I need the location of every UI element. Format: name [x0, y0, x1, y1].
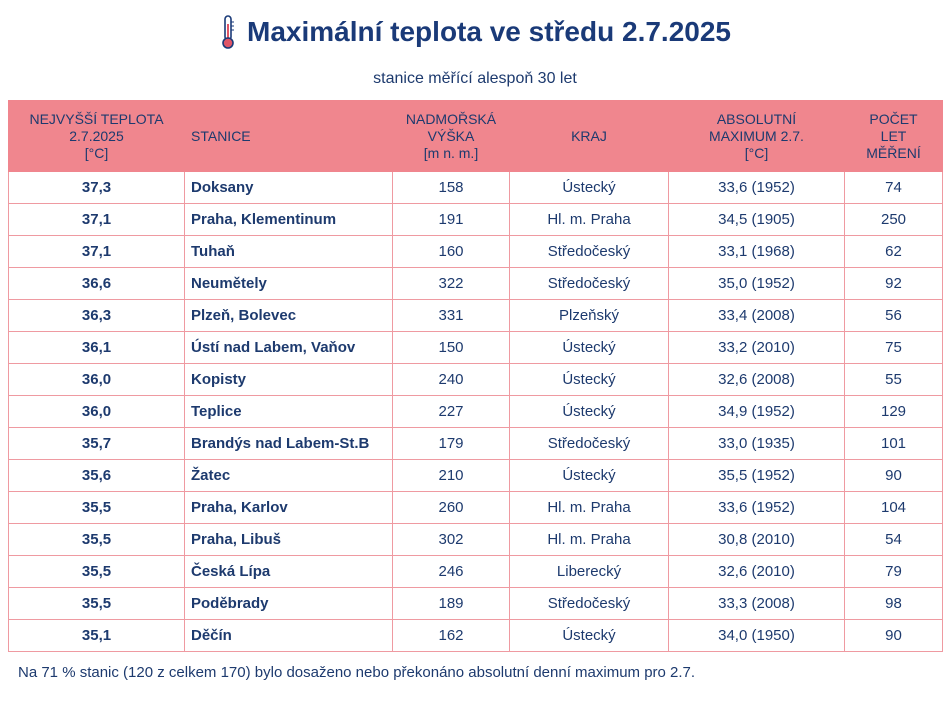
cell-station: Teplice [185, 396, 393, 428]
cell-years: 55 [845, 364, 943, 396]
header-temp-line: 2.7.2025 [69, 127, 124, 144]
table-row [9, 428, 943, 460]
cell-temp: 36,3 [9, 300, 185, 332]
cell-temp: 35,7 [9, 428, 185, 460]
cell-region: Hl. m. Praha [510, 204, 669, 236]
table-row [9, 172, 943, 204]
cell-years: 62 [845, 236, 943, 268]
header-temp-line: [°C] [84, 144, 109, 161]
cell-years: 90 [845, 620, 943, 652]
table-row [9, 620, 943, 652]
cell-region: Ústecký [510, 460, 669, 492]
cell-station: Děčín [185, 620, 393, 652]
cell-altitude: 160 [393, 236, 510, 268]
header-altitude [393, 101, 510, 172]
cell-years: 75 [845, 332, 943, 364]
thermometer-icon [219, 14, 237, 50]
header-temp-line: NEJVYŠŠÍ TEPLOTA [29, 110, 164, 127]
header-years-line: MĚŘENÍ [866, 144, 921, 161]
cell-absmax: 35,0 (1952) [669, 268, 845, 300]
cell-temp: 35,5 [9, 524, 185, 556]
temperature-table [8, 100, 943, 652]
cell-altitude: 210 [393, 460, 510, 492]
cell-altitude: 322 [393, 268, 510, 300]
cell-years: 129 [845, 396, 943, 428]
cell-altitude: 150 [393, 332, 510, 364]
header-altitude-line: NADMOŘSKÁ [405, 110, 497, 127]
cell-region: Ústecký [510, 172, 669, 204]
cell-years: 54 [845, 524, 943, 556]
header-temp [9, 101, 185, 172]
cell-station: Plzeň, Bolevec [185, 300, 393, 332]
cell-temp: 35,5 [9, 492, 185, 524]
footnote: Na 71 % stanic (120 z celkem 170) bylo dosaženo nebo překonáno absolutní denní maximum pro 2.7. [18, 664, 696, 681]
cell-temp: 35,5 [9, 556, 185, 588]
cell-region: Hl. m. Praha [510, 492, 669, 524]
header-station-line: STANICE [191, 127, 251, 144]
cell-temp: 37,1 [9, 204, 185, 236]
cell-region: Ústecký [510, 332, 669, 364]
cell-station: Praha, Libuš [185, 524, 393, 556]
cell-region: Ústecký [510, 396, 669, 428]
cell-station: Doksany [185, 172, 393, 204]
cell-absmax: 32,6 (2008) [669, 364, 845, 396]
cell-altitude: 162 [393, 620, 510, 652]
table-row [9, 364, 943, 396]
header-altitude-line: [m n. m.] [423, 144, 479, 161]
table-row [9, 492, 943, 524]
cell-station: Praha, Karlov [185, 492, 393, 524]
cell-region: Středočeský [510, 428, 669, 460]
cell-station: Česká Lípa [185, 556, 393, 588]
table-row [9, 588, 943, 620]
table-row [9, 524, 943, 556]
cell-absmax: 34,0 (1950) [669, 620, 845, 652]
cell-years: 250 [845, 204, 943, 236]
cell-station: Neumětely [185, 268, 393, 300]
cell-absmax: 30,8 (2010) [669, 524, 845, 556]
cell-region: Středočeský [510, 268, 669, 300]
header-absmax-line: ABSOLUTNÍ [716, 110, 797, 127]
table-row [9, 460, 943, 492]
header-region-line: KRAJ [571, 127, 607, 144]
header-years [845, 101, 943, 172]
table-header-row [9, 101, 943, 172]
page-subtitle: stanice měřící alespoň 30 let [373, 70, 577, 87]
cell-absmax: 33,0 (1935) [669, 428, 845, 460]
table-row [9, 268, 943, 300]
cell-altitude: 227 [393, 396, 510, 428]
cell-altitude: 260 [393, 492, 510, 524]
cell-altitude: 158 [393, 172, 510, 204]
table-body [9, 172, 943, 652]
cell-station: Ústí nad Labem, Vaňov [185, 332, 393, 364]
cell-years: 104 [845, 492, 943, 524]
cell-temp: 36,1 [9, 332, 185, 364]
cell-altitude: 179 [393, 428, 510, 460]
table-row [9, 332, 943, 364]
header-years-line: LET [880, 127, 907, 144]
cell-region: Středočeský [510, 236, 669, 268]
table-row [9, 204, 943, 236]
title-row [0, 14, 950, 50]
header-years-line: POČET [869, 110, 918, 127]
cell-altitude: 191 [393, 204, 510, 236]
cell-region: Hl. m. Praha [510, 524, 669, 556]
table-row [9, 396, 943, 428]
table-row [9, 556, 943, 588]
cell-altitude: 302 [393, 524, 510, 556]
cell-absmax: 35,5 (1952) [669, 460, 845, 492]
header-station [185, 101, 393, 172]
cell-absmax: 33,6 (1952) [669, 492, 845, 524]
cell-region: Ústecký [510, 364, 669, 396]
cell-station: Tuhaň [185, 236, 393, 268]
table-row [9, 300, 943, 332]
cell-temp: 37,3 [9, 172, 185, 204]
cell-altitude: 246 [393, 556, 510, 588]
cell-absmax: 33,2 (2010) [669, 332, 845, 364]
cell-absmax: 34,9 (1952) [669, 396, 845, 428]
cell-temp: 36,6 [9, 268, 185, 300]
header-absmax [669, 101, 845, 172]
cell-region: Středočeský [510, 588, 669, 620]
cell-absmax: 34,5 (1905) [669, 204, 845, 236]
cell-station: Poděbrady [185, 588, 393, 620]
cell-station: Žatec [185, 460, 393, 492]
cell-region: Plzeňský [510, 300, 669, 332]
cell-years: 98 [845, 588, 943, 620]
cell-years: 74 [845, 172, 943, 204]
cell-temp: 35,1 [9, 620, 185, 652]
header-region [510, 101, 669, 172]
cell-absmax: 33,6 (1952) [669, 172, 845, 204]
cell-years: 101 [845, 428, 943, 460]
cell-station: Brandýs nad Labem-St.B [185, 428, 393, 460]
cell-years: 79 [845, 556, 943, 588]
cell-absmax: 33,4 (2008) [669, 300, 845, 332]
cell-altitude: 240 [393, 364, 510, 396]
header-absmax-line: MAXIMUM 2.7. [709, 127, 804, 144]
cell-years: 56 [845, 300, 943, 332]
cell-temp: 37,1 [9, 236, 185, 268]
header-absmax-line: [°C] [744, 144, 769, 161]
cell-region: Liberecký [510, 556, 669, 588]
page-title: Maximální teplota ve středu 2.7.2025 [247, 16, 731, 47]
cell-absmax: 33,3 (2008) [669, 588, 845, 620]
header-altitude-line: VÝŠKA [427, 127, 475, 144]
cell-station: Praha, Klementinum [185, 204, 393, 236]
cell-temp: 35,5 [9, 588, 185, 620]
cell-years: 92 [845, 268, 943, 300]
table-row [9, 236, 943, 268]
cell-altitude: 189 [393, 588, 510, 620]
cell-temp: 36,0 [9, 364, 185, 396]
cell-absmax: 33,1 (1968) [669, 236, 845, 268]
cell-years: 90 [845, 460, 943, 492]
cell-absmax: 32,6 (2010) [669, 556, 845, 588]
cell-altitude: 331 [393, 300, 510, 332]
cell-region: Ústecký [510, 620, 669, 652]
cell-temp: 36,0 [9, 396, 185, 428]
cell-station: Kopisty [185, 364, 393, 396]
cell-temp: 35,6 [9, 460, 185, 492]
